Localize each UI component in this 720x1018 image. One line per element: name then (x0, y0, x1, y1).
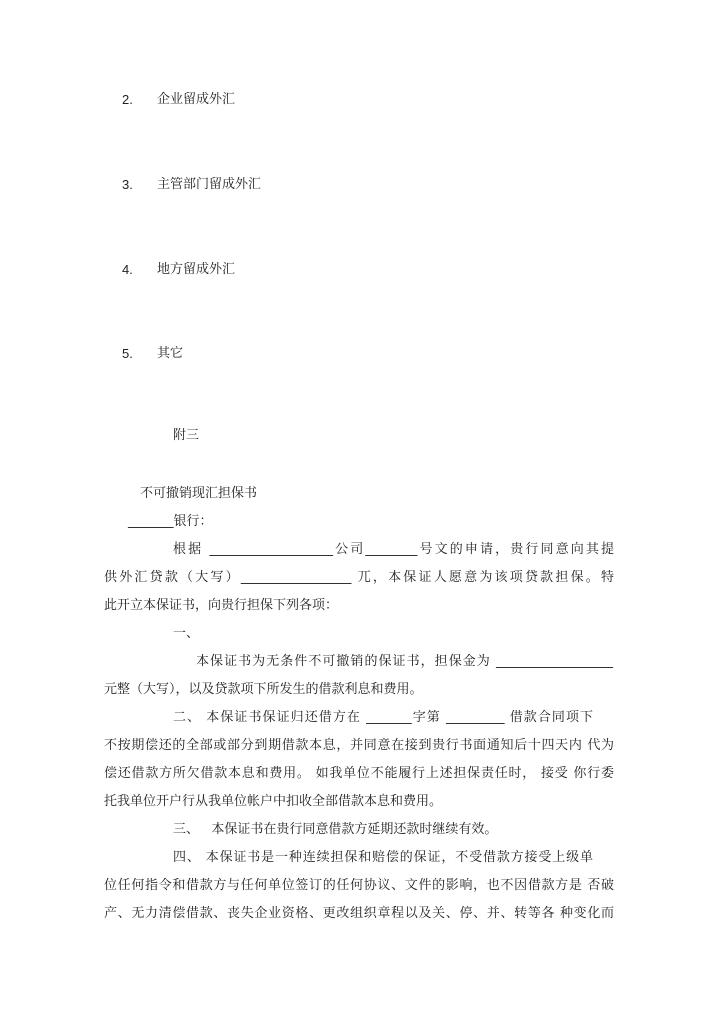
list-number: 4. (122, 262, 133, 277)
list-number: 2. (122, 92, 133, 107)
list-item: 企业留成外汇 (157, 92, 236, 107)
paragraph-line: 四、 本保证书是一种连续担保和赔偿的保证，不受借款方接受上级单 (173, 850, 593, 865)
appendix-label: 附三 (173, 428, 200, 443)
document-title: 不可撤销现汇担保书 (140, 486, 258, 501)
list-item: 主管部门留成外汇 (157, 177, 262, 192)
paragraph-line: 供外汇贷款（大写）_________________ 兀，本保证人愿意为该项贷款担保。特 (104, 570, 614, 585)
paragraph-line: 产、无力清偿借款、丧失企业资格、更改组织章程以及关、停、并、转等各 种变化而 (104, 906, 614, 921)
paragraph-line: 位任何指令和借款方与任何单位签订的任何协议、文件的影响，也不因借款方是 否破 (104, 878, 614, 893)
paragraph-line: 偿还借款方所欠借款本息和费用。 如我单位不能履行上述担保责任时， 接受 你行委 (104, 766, 614, 781)
paragraph-line: 此开立本保证书，向贵行担保下列各项： (104, 598, 339, 613)
paragraph-line: 托我单位开户行从我单位帐户中扣收全部借款本息和费用。 (104, 794, 443, 809)
paragraph-line: 二、 本保证书保证归还借方在 _______字第 _________ 借款合同项下 (173, 710, 593, 725)
clause-number: 一、 (173, 626, 200, 641)
paragraph-line: 三、 本保证书在贵行同意借款方延期还款时继续有效。 (173, 822, 498, 837)
list-item: 地方留成外汇 (157, 262, 236, 277)
list-number: 3. (122, 177, 133, 192)
addressee: _______银行： (128, 514, 213, 529)
paragraph-line: 本保证书为无条件不可撤销的保证书，担保金为 __________________ (196, 654, 613, 669)
paragraph-line: 根据 ___________________公司________号文的申请，贵行同意向其提 (173, 542, 614, 557)
list-item: 其它 (157, 346, 184, 361)
paragraph-line: 元整（大写），以及贷款项下所发生的借款利息和费用。 (104, 682, 423, 697)
paragraph-line: 不按期偿还的全部或部分到期借款本息，并同意在接到贵行书面通知后十四天内 代为 (104, 738, 614, 753)
list-number: 5. (122, 346, 133, 361)
